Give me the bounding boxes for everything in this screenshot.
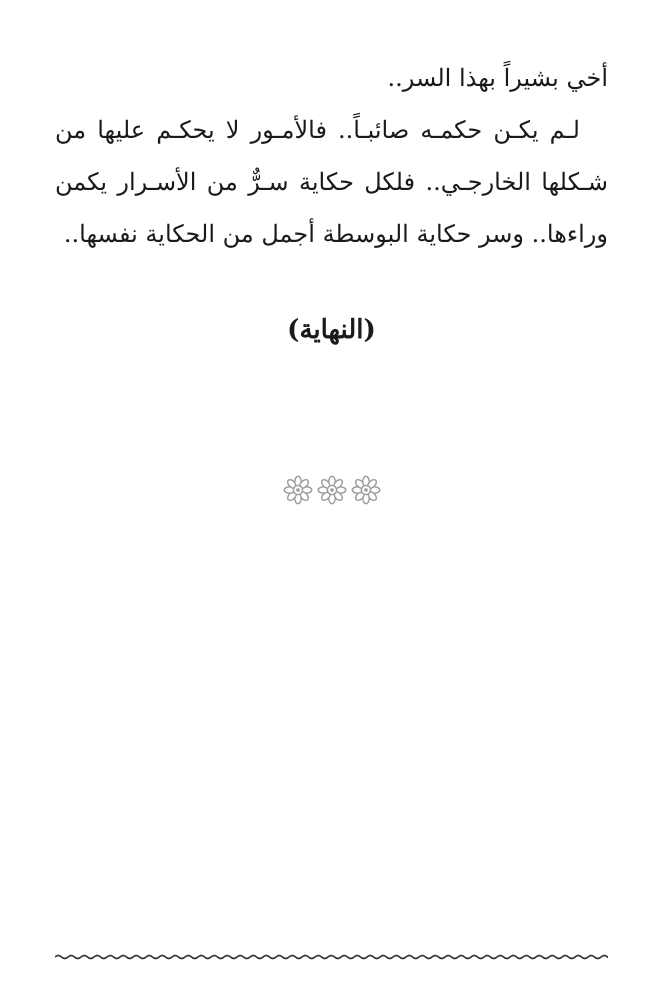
flower-ornament-icon: [283, 475, 313, 505]
the-end-label: (النهاية): [287, 315, 376, 345]
wavy-rule-divider: [55, 950, 608, 964]
flower-ornament-icon: [317, 475, 347, 505]
section-ornament: [0, 475, 663, 505]
flower-ornament-icon: [351, 475, 381, 505]
paragraph-1: أخي بشيراً بهذا السر..: [387, 64, 608, 92]
paragraph-2: لـم يكـن حكمـه صائبـاً.. فالأمـور لا يحكـم عليها من شـكلها الخارجـي.. فلكل حكاية سـرٌّ من الأسـرار يكمن وراءها.. وسر حكاية البوسطة أجمل من الحكاية نفسها..: [55, 116, 608, 248]
body-text: [55, 52, 608, 260]
